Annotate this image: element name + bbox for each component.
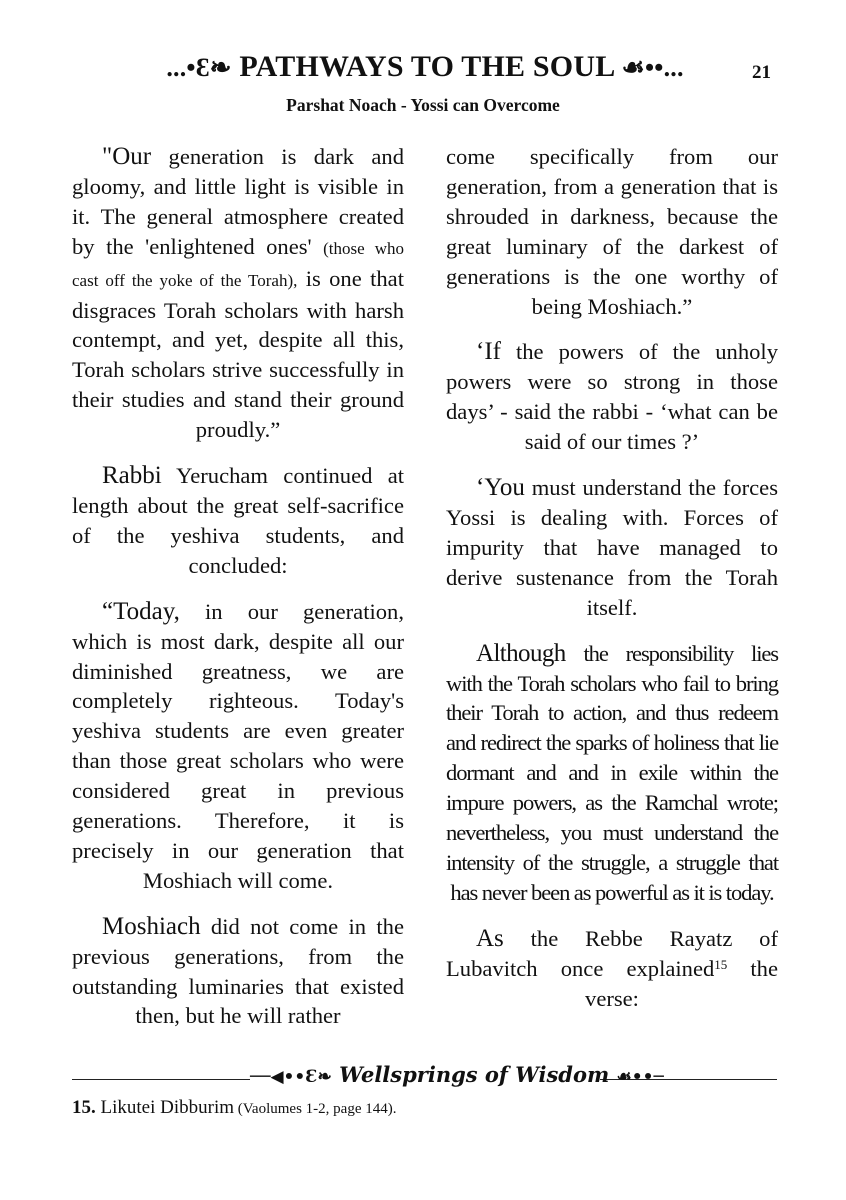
paragraph-text: Yerucham continued at length about the great self-sacrifice of the yeshiva students, and concluded: [72,463,404,578]
paragraph-lead-word: ‘If [476,338,501,366]
paragraph-text: is one that disgraces Torah scholars with harsh contempt, and yet, despite all this, Torah scholars strive successfully in their studies and stand their ground proudly.” [72,265,404,443]
paragraph [72,912,404,1032]
paragraph [72,461,404,581]
chapter-subtitle: Parshat Noach - Yossi can Overcome [286,95,560,115]
left-column [72,142,404,1047]
footnote [72,1097,777,1119]
paragraph-lead-word: Moshiach [102,912,201,940]
paragraph [446,337,778,457]
paragraph-lead-word: "Our [102,143,152,170]
paragraph-text: must understand the forces Yossi is dealing with. Forces of impurity that have managed to derive sustenance from the Torah itself. [446,475,778,620]
page-number: 21 [752,62,771,83]
header-ornament-right: ☙••... [621,53,684,82]
footer-ornament-left: ──◀••Ɛ❧ [250,1067,332,1087]
paragraph-lead-word: Rabbi [102,462,162,490]
footnote-reference[interactable]: 15 [714,956,728,972]
paragraph [72,142,404,445]
paragraph-text: generation is dark and gloomy, and little light is visible in it. The general atmosphere created by the 'enlightened ones' [72,144,404,259]
paragraph-text: the responsibility lies with the Torah scholars who fail to bring their Torah to action, and thus redeem and redirect the sparks of holiness that lie dormant and and in exile within the impure powers, as the Ramchal wrote; nevertheless, you must understand the intensity of the struggle, a struggle that has never been as powerful as it is today. [446,640,778,905]
paragraph-lead-word: ‘You [476,474,525,502]
paragraph-text: come specifically from our generation, from a generation that is shrouded in darkness, because the great luminary of the darkest of generations is the one worthy of being Moshiach.” [446,144,778,319]
footer-series-title: Wellsprings of Wisdom [339,1062,610,1087]
paragraph-text: the Rebbe Rayatz of Lubavitch once explained [446,925,778,981]
parenthetical-note: (those who cast off the yoke of the Torah), [72,238,405,290]
paragraph-lead-word: “Today, [102,597,180,625]
paragraph-text: did not come in the previous generations, from the outstanding luminaries that existed then, but he will rather [72,913,404,1029]
paragraph-text: in our generation, which is most dark, despite all our diminished greatness, we are completely righteous. Today's yeshiva students are even greater than those great scholars who were considered great in previous generations. Therefore, it is precisely in our generation that Moshiach will come. [72,598,404,893]
footnote-source: (Vaolumes 1-2, page 144). [234,1101,397,1117]
book-title: PATHWAYS TO THE SOUL [239,50,614,83]
paragraph-lead-word: Although [476,639,566,667]
footnote-title: Likutei Dibburim [95,1097,235,1118]
paragraph [446,639,778,908]
footer-ornament-right: ☙••─ [616,1067,664,1087]
running-footer [250,1062,664,1092]
running-header [0,50,846,90]
paragraph [446,473,778,623]
paragraph-text: the verse: [585,955,778,1011]
right-column [446,142,778,1029]
header-ornament-left: ...•Ɛ❧ [166,53,232,82]
header-title-line [130,50,720,84]
paragraph [446,924,778,1014]
paragraph-text: the powers of the unholy powers were so strong in those days’ - said the rabbi - ‘what can be said of our times ?’ [446,339,778,455]
paragraph [446,142,778,321]
paragraph-lead-word: As [476,924,504,952]
footnote-number: 15. [72,1097,96,1118]
paragraph [72,597,404,896]
